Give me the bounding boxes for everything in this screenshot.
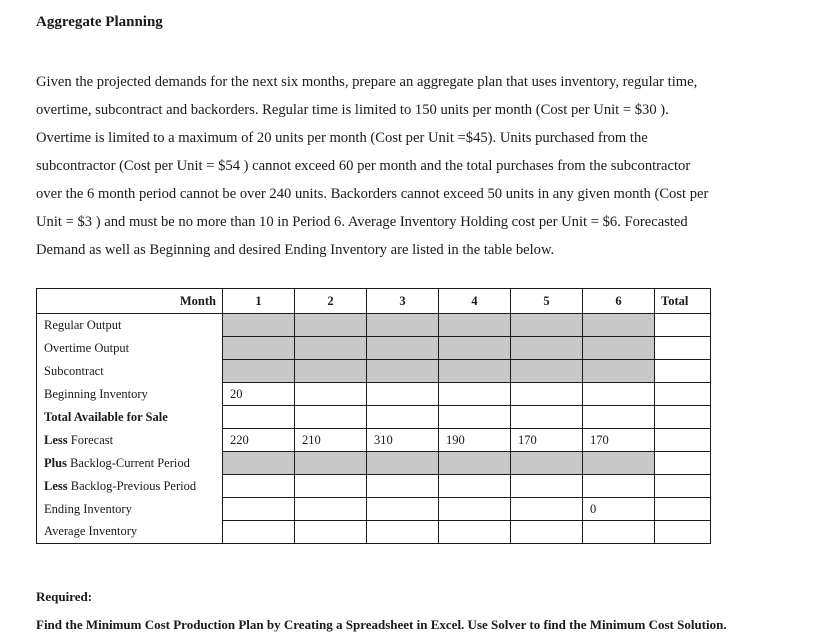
table-cell: [223, 498, 295, 521]
table-cell: [223, 360, 295, 383]
period-header: 3: [367, 289, 439, 314]
table-cell: [367, 521, 439, 544]
table-cell: [439, 383, 511, 406]
table-cell: [295, 521, 367, 544]
total-cell: [655, 314, 711, 337]
table-cell: [583, 406, 655, 429]
total-cell: [655, 452, 711, 475]
table-cell: [439, 406, 511, 429]
table-cell: [583, 452, 655, 475]
table-row: [37, 406, 711, 429]
table-cell: [223, 452, 295, 475]
table-cell: [223, 337, 295, 360]
table-cell: [295, 314, 367, 337]
row-label: [37, 314, 223, 337]
page-title: Aggregate Planning: [36, 14, 163, 30]
table-cell: [511, 498, 583, 521]
table-cell: 20: [223, 383, 295, 406]
row-label-text: Subcontract: [44, 363, 104, 378]
table-cell: [439, 314, 511, 337]
problem-description: [36, 68, 766, 264]
table-row: [37, 521, 711, 544]
total-cell: [655, 383, 711, 406]
row-label: [37, 406, 223, 429]
total-cell: [655, 360, 711, 383]
table-cell: [295, 452, 367, 475]
total-cell: [655, 498, 711, 521]
table-cell: [295, 498, 367, 521]
table-cell: [583, 475, 655, 498]
table-cell: [583, 360, 655, 383]
description-line: overtime, subcontract and backorders. Regular time is limited to 150 units per month (Cost per Unit = $30 ).: [36, 102, 669, 118]
row-label-rest: Backlog-Previous Period: [67, 478, 197, 493]
table-cell: [439, 521, 511, 544]
total-cell: [655, 406, 711, 429]
row-label-text: Overtime Output: [44, 340, 130, 355]
row-label-text: Beginning Inventory: [44, 386, 148, 401]
table-cell: [295, 475, 367, 498]
table-cell: [511, 521, 583, 544]
table-row: [37, 314, 711, 337]
period-header: 2: [295, 289, 367, 314]
row-label-rest: Backlog-Current Period: [66, 455, 190, 470]
table-cell: [295, 360, 367, 383]
description-line: Overtime is limited to a maximum of 20 units per month (Cost per Unit =$45). Units purchased from the: [36, 130, 648, 146]
table-cell: [295, 383, 367, 406]
table-header-row: [37, 289, 711, 314]
table-row: [37, 383, 711, 406]
table-cell: 170: [583, 429, 655, 452]
table-cell: 170: [511, 429, 583, 452]
row-label: [37, 475, 223, 498]
instruction-text: Find the Minimum Cost Production Plan by Creating a Spreadsheet in Excel. Use Solver to find the Minimum Cost Solution.: [36, 617, 727, 632]
row-label: [37, 452, 223, 475]
table-cell: [367, 452, 439, 475]
row-label: [37, 337, 223, 360]
table-cell: [583, 383, 655, 406]
table-row: [37, 498, 711, 521]
table-cell: [583, 337, 655, 360]
table-cell: [511, 475, 583, 498]
table-row: [37, 452, 711, 475]
table-cell: [223, 475, 295, 498]
table-cell: [511, 314, 583, 337]
table-cell: [367, 337, 439, 360]
description-line: subcontractor (Cost per Unit = $54 ) cannot exceed 60 per month and the total purchases from the subcontractor: [36, 158, 691, 174]
table-cell: [295, 406, 367, 429]
table-cell: [367, 406, 439, 429]
row-label: [37, 429, 223, 452]
description-line: Unit = $3 ) and must be no more than 10 in Period 6. Average Inventory Holding cost per Unit = $6. Forecasted: [36, 214, 688, 230]
table-cell: [367, 475, 439, 498]
table-cell: [439, 452, 511, 475]
row-label-text: Average Inventory: [44, 524, 138, 539]
description-line: Given the projected demands for the next six months, prepare an aggregate plan that uses inventory, regular time,: [36, 74, 698, 90]
row-label: [37, 383, 223, 406]
table-cell: [439, 475, 511, 498]
table-cell: [367, 314, 439, 337]
month-header: Month: [37, 289, 223, 314]
row-label-bold: Plus: [44, 455, 67, 470]
total-cell: [655, 429, 711, 452]
table-cell: 190: [439, 429, 511, 452]
table-cell: [511, 452, 583, 475]
table-row: [37, 337, 711, 360]
period-header: 1: [223, 289, 295, 314]
table-row: [37, 475, 711, 498]
total-cell: [655, 475, 711, 498]
row-label-bold: Less: [44, 478, 68, 493]
total-cell: [655, 521, 711, 544]
table-cell: 220: [223, 429, 295, 452]
row-label-text: Ending Inventory: [44, 501, 132, 516]
description-line: Demand as well as Beginning and desired Ending Inventory are listed in the table below.: [36, 242, 555, 258]
table-cell: [439, 337, 511, 360]
total-header: Total: [655, 289, 711, 314]
row-label: [37, 360, 223, 383]
period-header: 6: [583, 289, 655, 314]
table-row: [37, 360, 711, 383]
row-label-text: Regular Output: [44, 317, 122, 332]
table-cell: [223, 406, 295, 429]
table-cell: [511, 337, 583, 360]
table-cell: [439, 498, 511, 521]
table-cell: [583, 314, 655, 337]
row-label-rest: Forecast: [67, 432, 114, 447]
table-cell: [295, 337, 367, 360]
required-heading: Required:: [36, 589, 93, 604]
table-cell: [367, 383, 439, 406]
table-cell: [583, 521, 655, 544]
period-header: 5: [511, 289, 583, 314]
table-cell: [367, 360, 439, 383]
table-cell: 310: [367, 429, 439, 452]
period-header: 4: [439, 289, 511, 314]
row-label-bold: Total Available for Sale: [44, 409, 168, 424]
table-cell: 0: [583, 498, 655, 521]
table-cell: [223, 521, 295, 544]
table-cell: [511, 383, 583, 406]
row-label: [37, 498, 223, 521]
total-cell: [655, 337, 711, 360]
row-label-bold: Less: [44, 432, 68, 447]
table-row: [37, 429, 711, 452]
row-label: [37, 521, 223, 544]
table-cell: [511, 406, 583, 429]
description-line: over the 6 month period cannot be over 240 units. Backorders cannot exceed 50 units in any given month (Cost per: [36, 186, 709, 202]
table-cell: [439, 360, 511, 383]
table-cell: [511, 360, 583, 383]
table-cell: 210: [295, 429, 367, 452]
table-cell: [367, 498, 439, 521]
table-cell: [223, 314, 295, 337]
aggregate-plan-table: [36, 288, 711, 544]
